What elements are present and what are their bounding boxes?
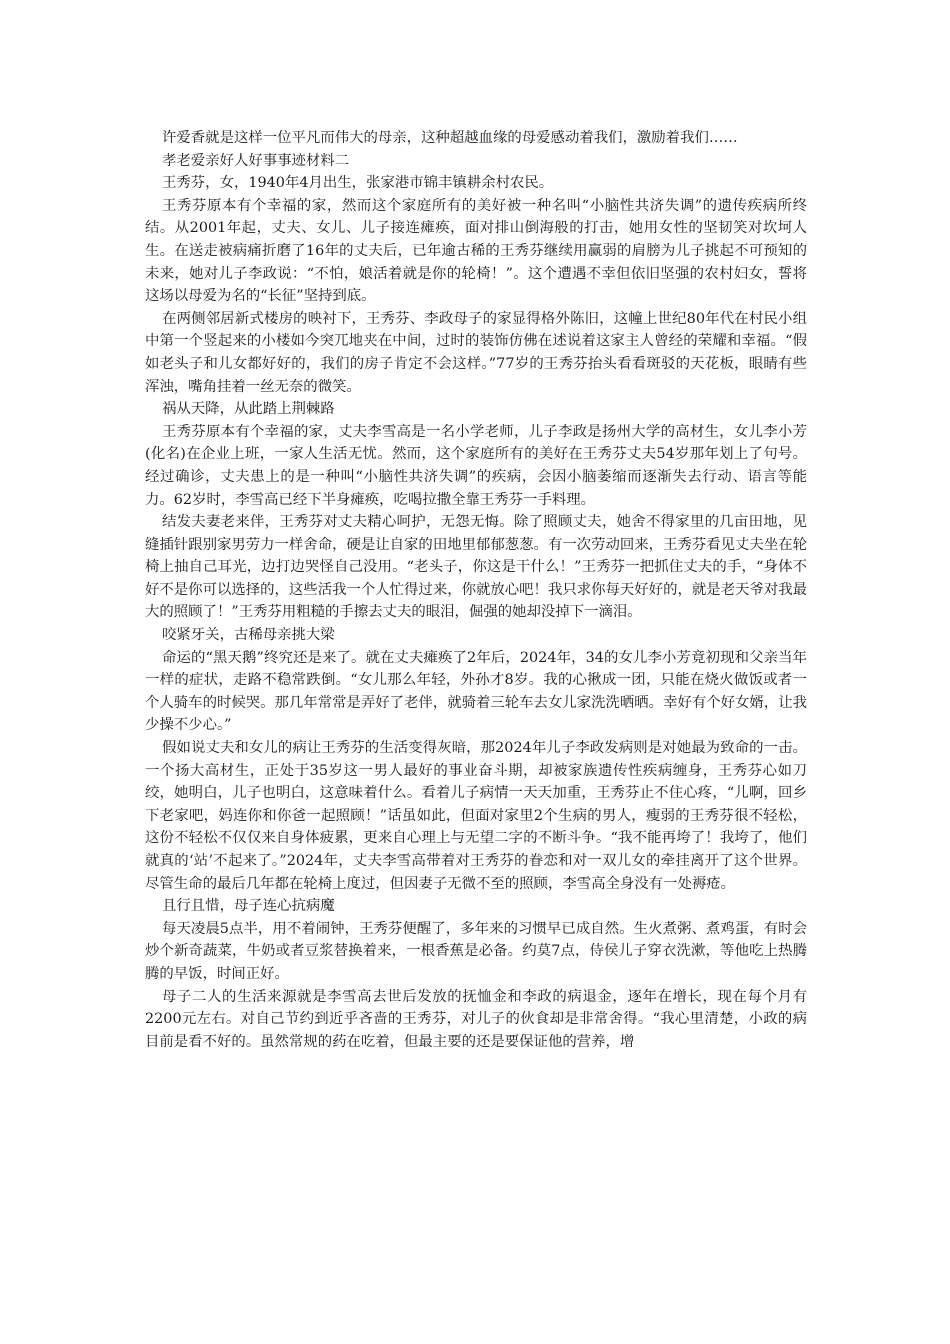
paragraph-profile: 王秀芬，女，1940年4月出生，张家港市锦丰镇耕余村农民。 xyxy=(162,175,554,192)
paragraph-10: 命运的“黑天鹅”终究还是来了。就在丈夫瘫痪了2年后，2024年，34的女儿李小芳竟初现和父亲当年一样的症状，走路不稳常跌倒。“女儿那么年轻，外孙才8岁。我的心揪成一团，只能在烧火做饭或者一个人骑车的时候哭。那几年常常是弄好了老伴，就骑着三轮车去女儿家洗洗晒晒。幸好有个好女婿，让我少操不少心。” xyxy=(145,649,807,734)
paragraph-4: 王秀芬原本有个幸福的家，然而这个家庭所有的美好被一种名叫“小脑性共济失调”的遗传疾病所终结。从2001年起，丈夫、女儿、儿子接连瘫痪，面对排山倒海般的打击，她用女性的坚韧笑对坎坷人生。在送走被病痛折磨了16年的丈夫后，已年逾古稀的王秀芬继续用赢弱的肩膀为儿子挑起不可预知的未来，她对儿子李政说：“不怕，娘活着就是你的轮椅！”。这个遭遇不幸但依旧坚强的农村妇女，誓将这场以母爱为名的“长征”坚持到底。 xyxy=(145,197,807,305)
paragraph-11: 假如说丈夫和女儿的病让王秀芬的生活变得灰暗，那2024年儿子李政发病则是对她最为致命的一击。一个扬大高材生，正处于35岁这一男人最好的事业奋斗期，却被家族遗传性疾病缠身，王秀芬心如刀绞，她明白，儿子也明白，这意味着什么。看着儿子病情一天天加重，王秀芬止不住心疼，“儿啊，回乡下老家吧，妈连你和你爸一起照顾！”话虽如此，但面对家里2个生病的男人，瘦弱的王秀芬很不轻松，这份不轻松不仅仅来自身体疲累，更来自心理上与无望二字的不断斗争。“我不能再垮了！我垮了，他们就真的‘站’不起来了。”2024年，丈夫李雪高带着对王秀芬的眷恋和对一双儿女的牵挂离开了这个世界。尽管生命的最后几年都在轮椅上度过，但因妻子无微不至的照顾，李雪高全身没有一处褥疮。 xyxy=(145,740,807,892)
section-heading-material-two: 孝老爱亲好人好事事迹材料二 xyxy=(162,152,350,169)
paragraph-13: 每天凌晨5点半，用不着闹钟，王秀芬便醒了，多年来的习惯早已成自然。生火煮粥、煮鸡蛋，有时会炒个新奇蔬菜，牛奶或者豆浆替换着来，一根香蕉是必备。约莫7点，侍侯儿子穿衣洗漱，等他吃上热腾腾的早饭，时间正好。 xyxy=(145,920,807,982)
document-body xyxy=(145,127,807,1053)
paragraph-1: 许爱香就是这样一位平凡而伟大的母亲，这种超越血缘的母爱感动着我们，激励着我们…… xyxy=(162,130,738,146)
paragraph-14: 母子二人的生活来源就是李雪高去世后发放的抚恤金和李政的病退金，逐年在增长，现在每个月有2200元左右。对自己节约到近乎吝啬的王秀芬，对儿子的伙食却是非常舍得。“我心里清楚，小政的病目前是看不好的。虽然常规的药在吃着，但最主要的还是要保证他的营养，增 xyxy=(145,988,807,1050)
paragraph-7: 王秀芬原本有个幸福的家，丈夫李雪高是一名小学老师，儿子李政是扬州大学的高材生，女儿李小芳(化名)在企业上班，一家人生活无忧。然而，这个家庭所有的美好在王秀芬丈夫54岁那年划上了句号。经过确诊，丈夫患上的是一种叫“小脑性共济失调”的疾病，会因小脑萎缩而逐渐失去行动、语言等能力。62岁时，李雪高已经下半身瘫痪，吃喝拉撒全靠王秀芬一手料理。 xyxy=(145,423,807,508)
subheading-fight-disease: 且行且惜，母子连心抗病魔 xyxy=(162,898,335,915)
paragraph-5: 在两侧邻居新式楼房的映衬下，王秀芬、李政母子的家显得格外陈旧，这幢上世纪80年代在村民小组中第一个竖起来的小楼如今突兀地夹在中间，过时的装饰仿佛在述说着这家主人曾经的荣耀和幸福。“假如老头子和儿女都好好的，我们的房子肯定不会这样。”77岁的王秀芬抬头看看斑驳的天花板，眼睛有些浑浊，嘴角挂着一丝无奈的微笑。 xyxy=(145,310,807,395)
subheading-burden: 咬紧牙关，古稀母亲挑大梁 xyxy=(162,627,335,644)
subheading-disaster: 祸从天降，从此踏上荆棘路 xyxy=(162,401,335,418)
paragraph-8: 结发夫妻老来伴，王秀芬对丈夫精心呵护，无怨无悔。除了照顾丈夫，她舍不得家里的几亩田地，见缝插针跟别家男劳力一样舍命，硬是让自家的田地里郁郁葱葱。有一次劳动回来，王秀芬看见丈夫坐在轮椅上抽自己耳光，边打边哭怪自己没用。“老头子，你这是干什么！”王秀芬一把抓住丈夫的手，“身体不好不是你可以选择的，这些活我一个人忙得过来，你就放心吧！我只求你每天好好的，就是老天爷对我最大的照顾了！”王秀芬用粗糙的手擦去丈夫的眼泪，倔强的她却没掉下一滴泪。 xyxy=(145,514,807,621)
